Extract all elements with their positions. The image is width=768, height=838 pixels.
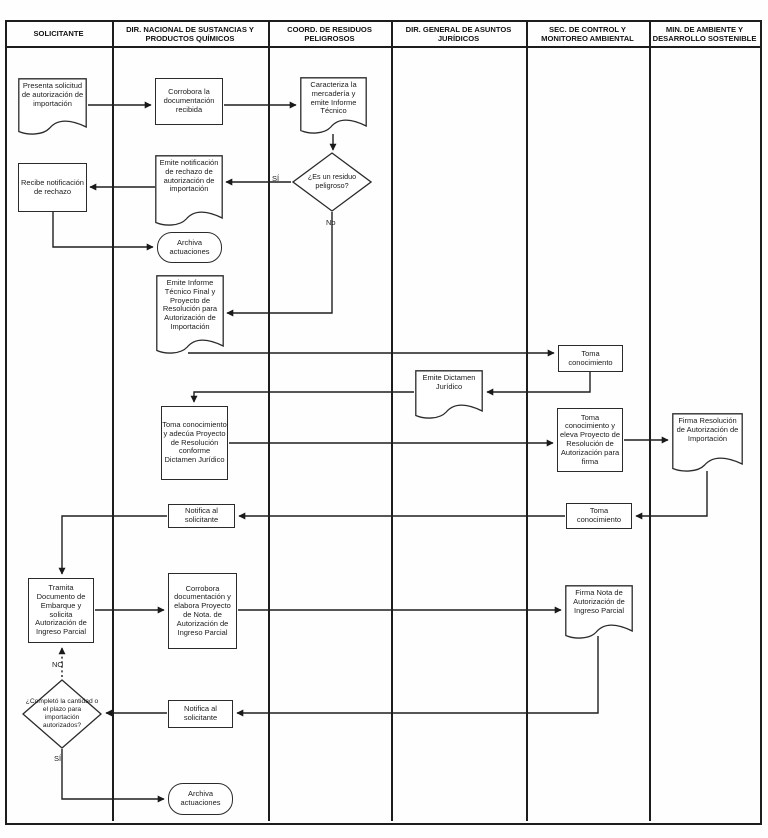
- edge-decision2-si-to-archiva2: [62, 749, 164, 799]
- lane-header-dir-juridicos: DIR. GENERAL DE ASUNTOS JURÍDICOS: [405, 24, 512, 43]
- lane-header-min-ambiente: MIN. DE AMBIENTE Y DESARROLLO SOSTENIBLE: [652, 24, 757, 43]
- label-si-residuo: SÍ: [272, 174, 280, 183]
- edge-firma-nota-to-notifica2: [237, 636, 598, 713]
- lane-header-solicitante: SOLICITANTE: [33, 29, 84, 38]
- process-recibe-notificacion-rechazo: Recibe notificación de rechazo: [18, 163, 87, 212]
- document-firma-nota-ingreso: Firma Nota de Autorización de Ingreso Parcial: [565, 585, 633, 640]
- document-emite-notificacion-rechazo: Emite notificación de rechazo de autorización de importación: [155, 155, 223, 227]
- edge-recibe-to-archiva1: [53, 212, 153, 247]
- decision-es-residuo-peligroso: ¿Es un residuo peligroso?: [292, 152, 372, 212]
- edge-notifica1-to-tramita: [62, 516, 167, 574]
- document-emite-dictamen-juridico: Emite Dictamen Jurídico: [415, 370, 483, 420]
- process-corrobora-documentacion: Corrobora la documentación recibida: [155, 78, 223, 125]
- label-si-completo: SÍ: [54, 754, 62, 763]
- lane-header-sec-control: SEC. DE CONTROL Y MONITOREO AMBIENTAL: [541, 24, 634, 43]
- process-tramita-embarque: Tramita Documento de Embarque y solicita Autorización de Ingreso Parcial: [28, 578, 94, 643]
- label-no-residuo: No: [326, 218, 336, 227]
- terminator-archiva-actuaciones-1: Archiva actuaciones: [157, 232, 222, 263]
- process-toma-conocimiento-2: Toma conocimiento: [566, 503, 632, 529]
- document-firma-resolucion: Firma Resolución de Autorización de Importación: [672, 413, 743, 473]
- lane-header-coord-residuos: COORD. DE RESIDUOS PELIGROSOS: [287, 24, 372, 43]
- document-presenta-solicitud: Presenta solicitud de autorización de importación: [18, 78, 87, 136]
- document-caracteriza-mercaderia: Caracteriza la mercadería y emite Informe Técnico: [300, 77, 367, 135]
- process-notifica-solicitante-1: Notifica al solicitante: [168, 504, 235, 528]
- terminator-archiva-actuaciones-2: Archiva actuaciones: [168, 783, 233, 815]
- process-toma-conocimiento-1: Toma conocimiento: [558, 345, 623, 372]
- lane-header-dir-nacional: DIR. NACIONAL DE SUSTANCIAS Y PRODUCTOS QUÍMICOS: [126, 24, 254, 43]
- edge-firma-resolucion-to-toma2: [636, 471, 707, 516]
- process-toma-adecua-proyecto: Toma conocimiento y adecúa Proyecto de Resolución conforme Dictamen Jurídico: [161, 406, 228, 480]
- document-emite-informe-final: Emite Informe Técnico Final y Proyecto de Resolución para Autorización de Importación: [156, 275, 224, 355]
- edge-decision-no-to-informe-final: [227, 212, 332, 313]
- edge-dictamen-to-adecua: [194, 392, 414, 402]
- process-toma-eleva-proyecto: Toma conocimiento y eleva Proyecto de Resolución de Autorización para firma: [557, 408, 623, 472]
- edge-toma1-to-dictamen: [487, 372, 590, 392]
- process-corrobora-elabora-nota: Corrobora documentación y elabora Proyecto de Nota. de Autorización de Ingreso Parcial: [168, 573, 237, 649]
- decision-completo-cantidad-plazo: ¿Completó la cantidad o el plazo para importación autorizados?: [22, 679, 102, 749]
- process-notifica-solicitante-2: Notifica al solicitante: [168, 700, 233, 728]
- label-no-completo: NO: [52, 660, 64, 669]
